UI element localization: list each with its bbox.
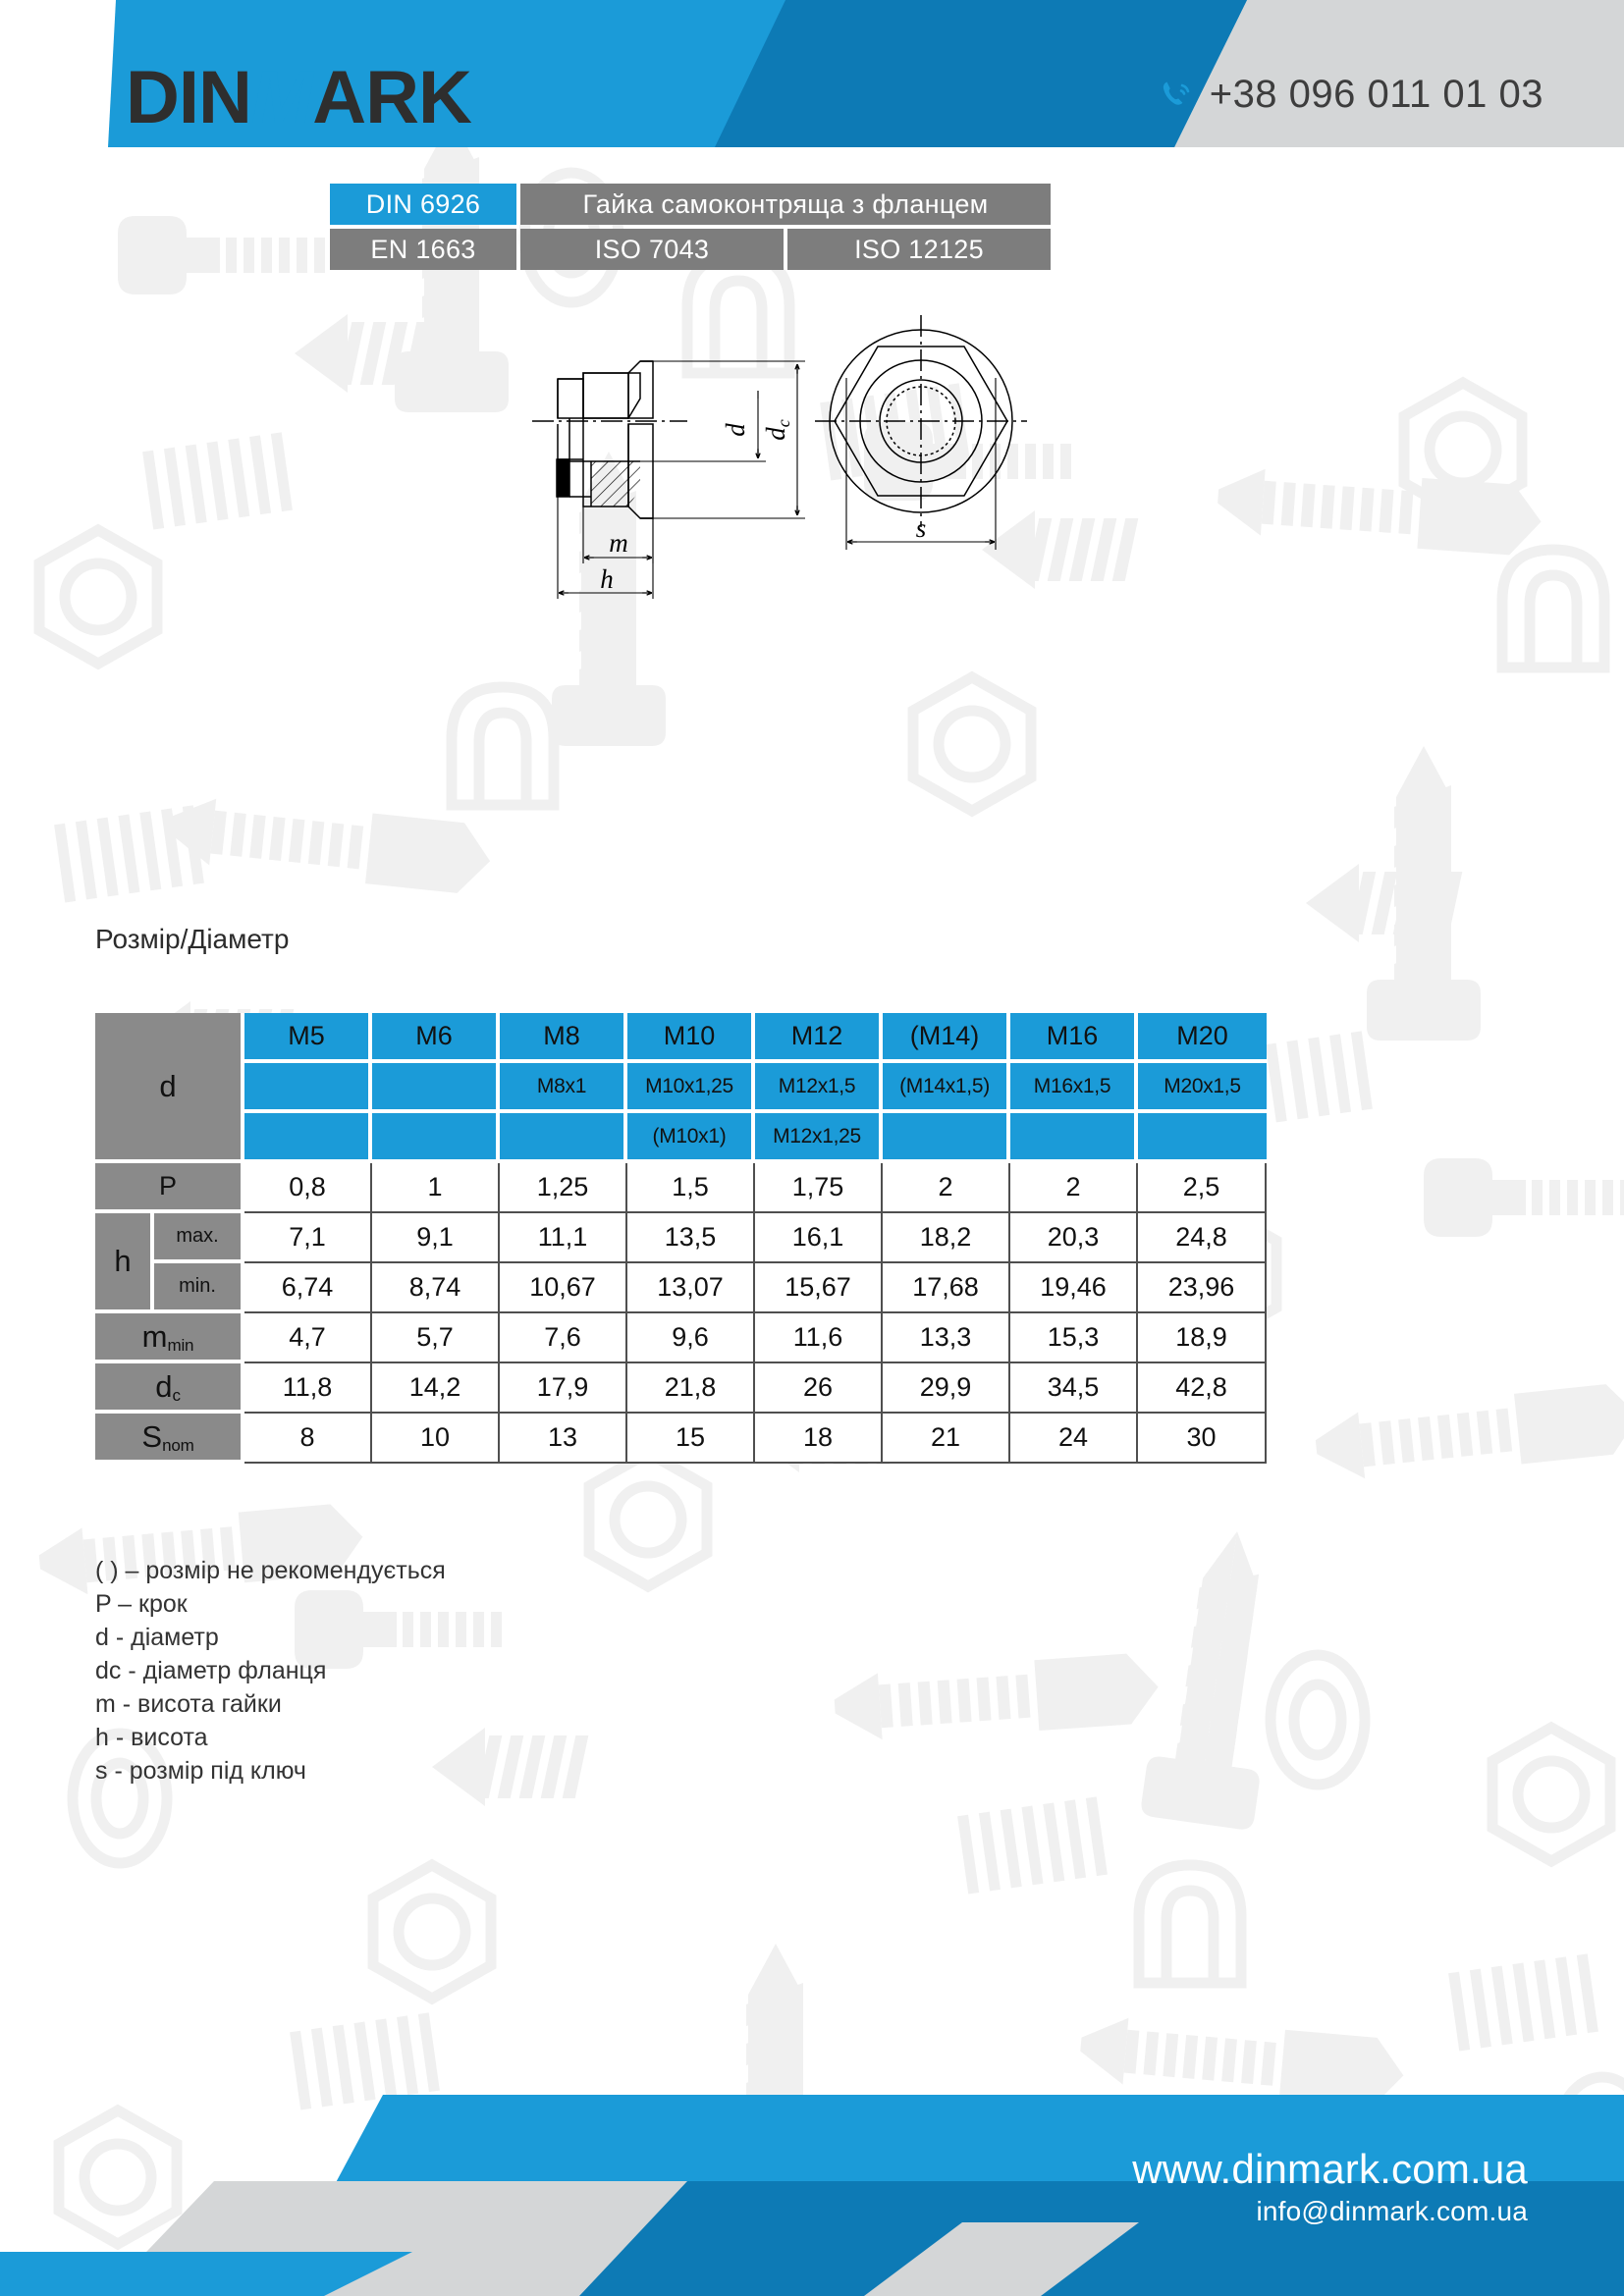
row-label-s-nom (95, 1414, 244, 1464)
header-fine1-1 (372, 1063, 500, 1113)
table-row-dc (95, 1363, 1267, 1414)
legend-line-4: m - висота гайки (95, 1690, 282, 1718)
header-fine1-2: M8x1 (500, 1063, 627, 1113)
header-fine2-7 (1138, 1113, 1267, 1163)
page-footer (0, 2085, 1624, 2296)
cell-hmin-6: 19,46 (1010, 1263, 1138, 1313)
specification-table (95, 1013, 1267, 1464)
cell-hmin-2: 10,67 (500, 1263, 627, 1313)
drawing-label-dc: dc (761, 419, 793, 441)
header-fine1-6: M16x1,5 (1010, 1063, 1138, 1113)
cell-dc-3: 21,8 (627, 1363, 755, 1414)
cell-dc-2: 17,9 (500, 1363, 627, 1414)
badge-iso-7043[interactable]: ISO 7043 (520, 229, 784, 270)
badge-product-name: Гайка самоконтряща з фланцем (520, 184, 1051, 225)
badge-iso-12125[interactable]: ISO 12125 (787, 229, 1051, 270)
cell-s-3: 15 (627, 1414, 755, 1464)
phone-contact[interactable] (1159, 73, 1543, 117)
table-row-sizes-fine-2 (95, 1113, 1267, 1163)
legend-line-3: dc - діаметр фланця (95, 1657, 327, 1684)
cell-m-0: 4,7 (244, 1313, 372, 1363)
cell-hmax-1: 9,1 (372, 1213, 500, 1263)
cell-hmin-0: 6,74 (244, 1263, 372, 1313)
size-diameter-caption: Розмір/Діаметр (95, 924, 290, 954)
cell-m-5: 13,3 (883, 1313, 1010, 1363)
cell-P-6: 2 (1010, 1163, 1138, 1213)
cell-s-1: 10 (372, 1414, 500, 1464)
row-label-m-letter: m (141, 1318, 168, 1354)
header-fine2-5 (883, 1113, 1010, 1163)
cell-dc-0: 11,8 (244, 1363, 372, 1414)
cell-s-5: 21 (883, 1414, 1010, 1464)
table-row-pitch (95, 1163, 1267, 1213)
drawing-label-m: m (609, 528, 628, 558)
cell-s-0: 8 (244, 1414, 372, 1464)
cell-s-6: 24 (1010, 1414, 1138, 1464)
row-label-dc-letter: d (155, 1368, 173, 1404)
header-fine2-6 (1010, 1113, 1138, 1163)
legend-line-1: P – крок (95, 1590, 188, 1618)
table-row-h-max (95, 1213, 1267, 1263)
header-fine1-3: M10x1,25 (627, 1063, 755, 1113)
cell-hmax-5: 18,2 (883, 1213, 1010, 1263)
badge-din-number[interactable]: DIN 6926 (330, 184, 516, 225)
cell-hmax-6: 20,3 (1010, 1213, 1138, 1263)
header-fine1-4: M12x1,5 (755, 1063, 883, 1113)
row-label-s-letter: S (141, 1418, 163, 1454)
cell-dc-1: 14,2 (372, 1363, 500, 1414)
header-size-1: M6 (372, 1013, 500, 1063)
table-row-sizes-coarse (95, 1013, 1267, 1063)
row-label-m-min (95, 1313, 244, 1363)
header-size-2: M8 (500, 1013, 627, 1063)
cell-hmin-3: 13,07 (627, 1263, 755, 1313)
standards-row-1 (330, 184, 1051, 225)
header-fine2-1 (372, 1113, 500, 1163)
table-row-s-nom (95, 1414, 1267, 1464)
cell-hmin-1: 8,74 (372, 1263, 500, 1313)
row-label-P: P (95, 1163, 244, 1213)
dinmark-logo[interactable] (126, 56, 471, 139)
cell-m-2: 7,6 (500, 1313, 627, 1363)
cell-hmin-5: 17,68 (883, 1263, 1010, 1313)
footer-email[interactable]: info@dinmark.com.ua (1256, 2196, 1528, 2227)
footer-website-url[interactable]: www.dinmark.com.ua (1132, 2146, 1528, 2192)
header-fine1-5: (M14x1,5) (883, 1063, 1010, 1113)
logo-text-m: M (250, 56, 313, 139)
header-size-5: (M14) (883, 1013, 1010, 1063)
cell-dc-6: 34,5 (1010, 1363, 1138, 1414)
cell-dc-7: 42,8 (1138, 1363, 1267, 1414)
cell-P-4: 1,75 (755, 1163, 883, 1213)
cell-hmin-4: 15,67 (755, 1263, 883, 1313)
logo-text-ark: ARK (312, 56, 471, 139)
cell-m-3: 9,6 (627, 1313, 755, 1363)
header-fine1-0 (244, 1063, 372, 1113)
cell-s-2: 13 (500, 1414, 627, 1464)
header-fine2-2 (500, 1113, 627, 1163)
cell-hmax-4: 16,1 (755, 1213, 883, 1263)
standards-row-2 (330, 229, 1051, 270)
legend-line-5: h - висота (95, 1724, 208, 1751)
drawing-label-s: s (915, 513, 927, 543)
cell-s-4: 18 (755, 1414, 883, 1464)
cell-P-3: 1,5 (627, 1163, 755, 1213)
cell-dc-4: 26 (755, 1363, 883, 1414)
legend-line-6: s - розмір під ключ (95, 1757, 306, 1785)
cell-s-7: 30 (1138, 1414, 1267, 1464)
header-size-7: M20 (1138, 1013, 1267, 1063)
row-label-h-max: max. (154, 1213, 244, 1263)
drawing-label-d: d (721, 423, 750, 437)
standards-badges (330, 184, 1051, 274)
header-fine2-0 (244, 1113, 372, 1163)
phone-number: +38 096 011 01 03 (1209, 73, 1543, 116)
cell-P-1: 1 (372, 1163, 500, 1213)
cell-P-5: 2 (883, 1163, 1010, 1213)
row-label-m-subscript: min (167, 1335, 194, 1355)
row-label-d: d (95, 1013, 244, 1163)
cell-m-7: 18,9 (1138, 1313, 1267, 1363)
badge-en-standard[interactable]: EN 1663 (330, 229, 516, 270)
legend-line-0: ( ) – розмір не рекомендується (95, 1557, 446, 1584)
row-label-h-min: min. (154, 1263, 244, 1313)
cell-hmax-3: 13,5 (627, 1213, 755, 1263)
footer-contact-text (1132, 2146, 1528, 2226)
cell-m-6: 15,3 (1010, 1313, 1138, 1363)
phone-call-icon (1159, 77, 1196, 114)
logo-text-din: DIN (126, 56, 251, 139)
drawing-label-h: h (600, 564, 614, 594)
cell-m-4: 11,6 (755, 1313, 883, 1363)
cell-hmax-2: 11,1 (500, 1213, 627, 1263)
cell-hmax-7: 24,8 (1138, 1213, 1267, 1263)
header-size-0: M5 (244, 1013, 372, 1063)
legend-line-2: d - діаметр (95, 1624, 219, 1651)
cell-P-2: 1,25 (500, 1163, 627, 1213)
cell-P-7: 2,5 (1138, 1163, 1267, 1213)
table-row-h-min (95, 1263, 1267, 1313)
row-label-s-subscript: nom (162, 1435, 194, 1455)
flange-nut-technical-drawing (530, 314, 1090, 594)
row-label-dc (95, 1363, 244, 1414)
cell-hmax-0: 7,1 (244, 1213, 372, 1263)
header-fine2-3: (M10x1) (627, 1113, 755, 1163)
row-label-dc-subscript: c (172, 1385, 181, 1405)
header-size-4: M12 (755, 1013, 883, 1063)
header-size-6: M16 (1010, 1013, 1138, 1063)
header-size-3: M10 (627, 1013, 755, 1063)
row-label-h: h (95, 1213, 154, 1313)
legend-notes (95, 1554, 446, 1788)
cell-P-0: 0,8 (244, 1163, 372, 1213)
cell-hmin-7: 23,96 (1138, 1263, 1267, 1313)
cell-m-1: 5,7 (372, 1313, 500, 1363)
cell-dc-5: 29,9 (883, 1363, 1010, 1414)
header-fine1-7: M20x1,5 (1138, 1063, 1267, 1113)
table-row-m-min (95, 1313, 1267, 1363)
header-fine2-4: M12x1,25 (755, 1113, 883, 1163)
table-row-sizes-fine-1 (95, 1063, 1267, 1113)
